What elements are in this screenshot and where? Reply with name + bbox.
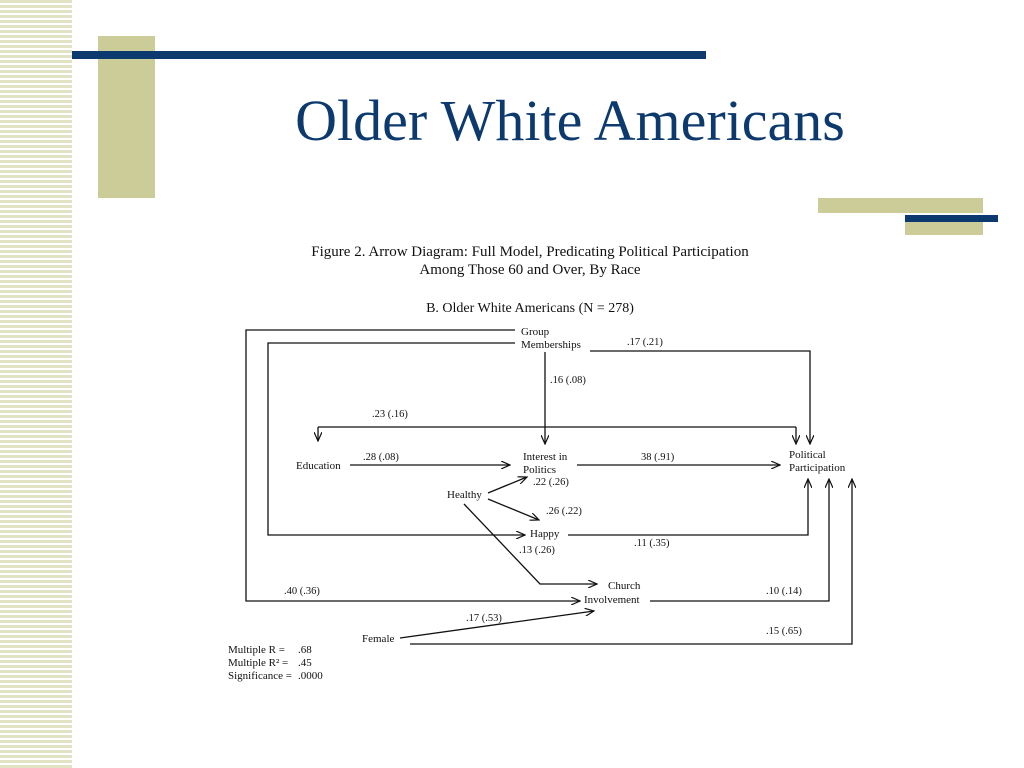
- coef-education-to-church: .40 (.36): [284, 586, 320, 597]
- node-political-line1: Political: [789, 449, 826, 461]
- coef-healthy-to-interest: .22 (.26): [533, 477, 569, 488]
- coef-happy-to-political: .11 (.35): [634, 538, 670, 549]
- coef-female-to-political: .15 (.65): [766, 626, 802, 637]
- figure-subtitle: B. Older White Americans (N = 278): [426, 301, 634, 316]
- coef-group-to-education: .23 (.16): [372, 409, 408, 420]
- node-education: Education: [296, 460, 341, 472]
- stat-label: Multiple R =: [228, 644, 285, 656]
- arrow-happy-to-political: [568, 479, 808, 535]
- node-group-memberships-line1: Group: [521, 326, 550, 338]
- coef-church-to-political: .10 (.14): [766, 586, 802, 597]
- coef-healthy-to-church: .13 (.26): [519, 545, 555, 556]
- stat-value: .0000: [298, 670, 323, 682]
- arrow-group-to-political: [590, 351, 810, 444]
- node-political-line2: Participation: [789, 462, 846, 474]
- stat-value: .45: [298, 657, 312, 669]
- stat-row: [228, 644, 323, 657]
- coef-education-to-interest: .28 (.08): [363, 452, 399, 463]
- stat-label: Multiple R² =: [228, 657, 289, 669]
- coef-group-to-political: .17 (.21): [627, 337, 663, 348]
- node-interest-line2: Politics: [523, 464, 557, 476]
- coef-interest-to-political: 38 (.91): [641, 452, 675, 463]
- arrow-healthy-to-happy: [488, 499, 539, 520]
- coef-healthy-to-happy: .26 (.22): [546, 506, 582, 517]
- node-happy: Happy: [530, 528, 560, 540]
- arrow-healthy-to-interest: [488, 477, 527, 493]
- stat-value: .68: [298, 644, 312, 656]
- figure-caption-line-1: Figure 2. Arrow Diagram: Full Model, Predicating Political Participation: [311, 244, 749, 260]
- node-church-line1: Church: [608, 580, 641, 592]
- node-group-memberships-line2: Memberships: [521, 339, 581, 351]
- slide-title: Older White Americans: [295, 88, 845, 153]
- node-female: Female: [362, 633, 395, 645]
- model-statistics: [228, 644, 323, 683]
- stat-row: [228, 670, 323, 683]
- stat-label: Significance =: [228, 670, 292, 682]
- coef-female-to-church: .17 (.53): [466, 613, 502, 624]
- node-healthy: Healthy: [447, 489, 482, 501]
- node-interest-line1: Interest in: [523, 451, 568, 463]
- stat-row: [228, 657, 323, 670]
- figure-caption-line-2: Among Those 60 and Over, By Race: [419, 262, 641, 278]
- coef-group-to-interest: .16 (.08): [550, 375, 586, 386]
- arrow-group-inner-to-happy: [268, 343, 525, 535]
- node-church-line2: Involvement: [584, 594, 640, 606]
- arrow-church-to-political: [650, 479, 829, 601]
